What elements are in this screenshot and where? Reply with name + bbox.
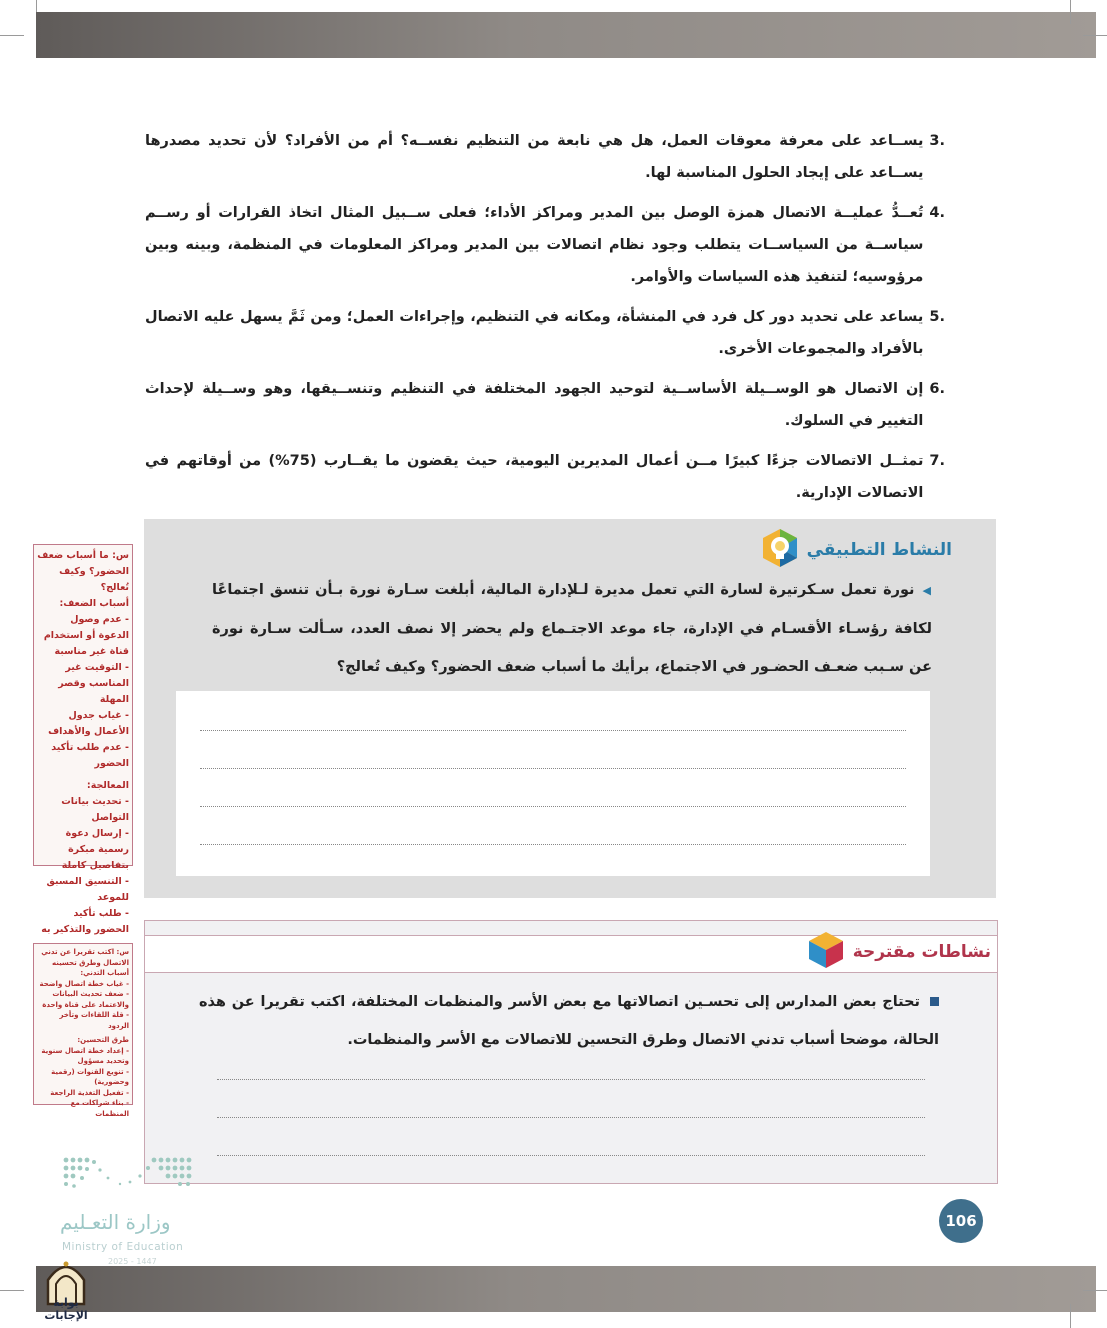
crop-mark: [1070, 1304, 1071, 1328]
crop-mark: [1070, 0, 1071, 24]
note-line: - تنويع القنوات (رقمية وحضورية): [51, 1067, 129, 1086]
side-note-answer-2: [33, 943, 133, 1118]
note-line: س: ما أسباب ضعف الحضور؟ وكيف تُعالج؟: [37, 550, 129, 593]
suggested-task: تحتاج بعض المدارس إلى تحسـين اتصالاتها مع بعض الأسر والمنظمات المختلفة، اكتب تقريرا عن هذه الحالة، موضحا أسباب تدني الاتصال وطرق التحسين للاتصالات مع الأسر والمنظمات.: [199, 994, 939, 1048]
answer-line[interactable]: [217, 1155, 925, 1156]
crop-mark: [0, 35, 24, 36]
answer-line[interactable]: [200, 844, 906, 845]
item-text: تمثــل الاتصالات جزءًا كبيرًا مــن أعمال المديرين اليومية، حيث يقضون ما يقــارب (75%) من أوقاتهم في الاتصالات الإدارية.: [145, 453, 924, 501]
note-line: س: اكتب تقريرا عن تدني الاتصال وطرق تحسينه: [41, 948, 129, 967]
note-line: - عدم وصول الدعوة أو استخدام قناة غير مناسبة: [43, 614, 129, 657]
note-line: - ضعف تحديث البيانات والاعتماد على قناة واحدة: [42, 990, 129, 1009]
crop-mark: [1083, 35, 1107, 36]
answers-portal-logo[interactable]: [30, 1256, 102, 1322]
answer-line[interactable]: [200, 730, 906, 731]
note-line: - بناء شراكات مع المنظمات: [70, 1099, 129, 1118]
answer-line[interactable]: [200, 768, 906, 769]
item-number: .7: [929, 453, 945, 469]
suggested-header: [145, 935, 997, 973]
note-line: أسباب الضعف:: [59, 598, 129, 609]
item-text: تُعــدُّ عمليــة الاتصال همزة الوصل بين المدير ومراكز الأداء؛ فعلى ســبيل المثال اتخاذ القرارات أو رســم سياســة من السياســات يتطلب وجود نظام اتصالات بين المدير ومراكز المعلومات في المنظمة، وبينه وبين مرؤوسيه؛ لتنفيذ هذه السياسات والأوامر.: [145, 205, 924, 285]
ministry-name-arabic: وزارة التعـليم: [60, 1210, 171, 1234]
portal-label: بوابة الإجابات: [44, 1296, 88, 1322]
answer-line[interactable]: [200, 806, 906, 807]
activity-answer-area[interactable]: [176, 691, 930, 876]
note-line: - غياب خطة اتصال واضحة: [39, 979, 129, 988]
list-item: [145, 301, 945, 365]
activity-title: النشاط التطبيقي: [806, 540, 952, 560]
applied-activity-box: [144, 519, 996, 898]
note-line: - طلب تأكيد الحضور والتذكير به: [41, 908, 129, 935]
crop-mark: [1083, 1290, 1107, 1291]
note-line: - قلة اللقاءات وتأخر الردود: [59, 1011, 129, 1030]
numbered-list: [145, 125, 945, 517]
activity-header: [759, 527, 952, 573]
item-text: يســاعد على معرفة معوقات العمل، هل هي نابعة من التنظيم نفســه؟ أم من الأفراد؟ لأن تحديد مصدرها يســاعد على إيجاد الحلول المناسبة لها.: [145, 133, 924, 181]
answer-line[interactable]: [217, 1117, 925, 1118]
item-number: .4: [929, 205, 945, 221]
bullet-square-icon: [930, 997, 939, 1006]
list-item: [145, 445, 945, 509]
note-line: - غياب جدول الأعمال والأهداف: [48, 710, 129, 737]
note-line: - إرسال دعوة رسمية مبكرة بتفاصيل كاملة: [61, 828, 129, 871]
item-text: يساعد على تحديد دور كل فرد في المنشأة، ومكانه في التنظيم، وإجراءات العمل؛ ومن ثَمَّ يسهل عليه الاتصال بالأفراد والمجموعات الأخرى.: [145, 309, 924, 357]
list-item: [145, 197, 945, 293]
lightbulb-icon: [759, 527, 801, 573]
crop-mark: [0, 1290, 24, 1291]
side-note-answer-1: [33, 544, 133, 935]
activity-text: [212, 571, 932, 686]
note-line: - إعداد خطة اتصال سنوية وتحديد مسؤول: [41, 1046, 129, 1065]
item-number: .3: [929, 133, 945, 149]
item-number: .5: [929, 309, 945, 325]
page-number-badge: 106: [939, 1199, 983, 1243]
list-item: [145, 373, 945, 437]
bottom-banner: [36, 1266, 1096, 1312]
dots-logo-icon: [60, 1150, 200, 1200]
crop-mark: [36, 0, 37, 12]
note-line: - تحديث بيانات التواصل: [61, 796, 129, 823]
suggested-text: [199, 983, 939, 1059]
list-item: [145, 125, 945, 189]
note-line: - تفعيل التغذية الراجعة: [50, 1088, 129, 1097]
note-line: - عدم طلب تأكيد الحضور: [51, 742, 129, 769]
ministry-name-english: Ministry of Education: [62, 1241, 184, 1253]
activity-question: نورة تعمل سـكرتيرة لسارة التي تعمل مديرة لـلإدارة المالية، أبلغت سـارة نورة بـأن تنسق اجتماعًا لكافة رؤسـاء الأقسـام في الإدارة، جاء موعد الاجتـماع ولم يحضر إلا نصف العدد، سـألت سـارة نورة عن سـبب ضعـف الحضـور في الاجتماع، برأيك ما أسباب ضعف الحضور؟ وكيف تُعالج؟: [212, 582, 932, 675]
edition-year: 2025 - 1447: [108, 1257, 157, 1266]
note-line: المعالجة:: [86, 780, 129, 791]
item-number: .6: [929, 381, 945, 397]
answer-line[interactable]: [217, 1079, 925, 1080]
cube-icon: [807, 930, 845, 974]
suggested-activities-box: [144, 920, 998, 1184]
note-line: - التنسيق المسبق للموعد: [46, 876, 129, 903]
suggested-title: نشاطات مقترحة: [852, 942, 991, 962]
note-line: طرق التحسين:: [77, 1036, 129, 1044]
top-banner: [36, 12, 1096, 58]
note-line: أسباب التدني:: [80, 969, 129, 977]
bullet-triangle-icon: ◀: [922, 584, 932, 597]
item-text: إن الاتصال هو الوســيلة الأساســية لتوحيد الجهود المختلفة في التنظيم وتنســيقها، وهو وســيلة لإحداث التغيير في السلوك.: [145, 381, 924, 429]
note-line: - التوقيت غير المناسب وقصر المهلة: [58, 662, 129, 705]
ministry-logo: [60, 1150, 200, 1270]
